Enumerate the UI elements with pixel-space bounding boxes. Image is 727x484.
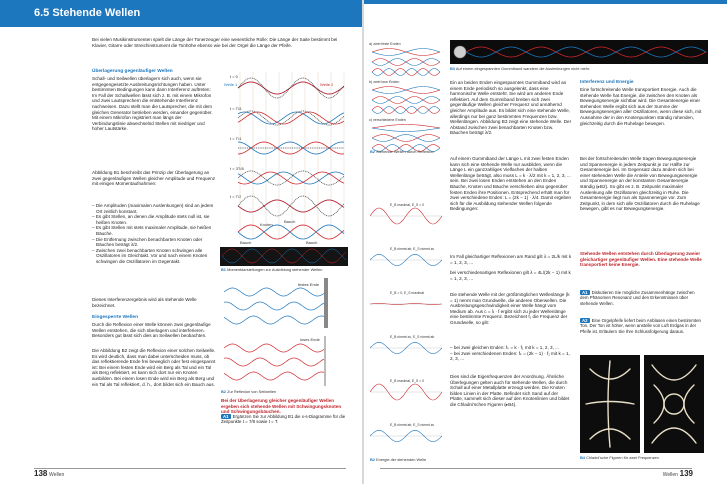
two-fixed-ends-lower: [372, 49, 440, 56]
intro-paragraph: Bei vielen Musikinstrumenten spielt die Länge der Tonerzeuger eine wesentliche Rolle: Die Länge der Saite bestimmt bei Klavier, Gitarre oder Streichinstrument die Tonhöhe ebenso wie bei der Orgel die Länge der Pfeife.: [92, 37, 338, 48]
figure-b2e-caption: [370, 458, 446, 463]
label-welle2: Welle 2: [320, 82, 334, 87]
task-text: Diskutieren Sie mögliche Zusammenhänge zwischen dem Phänomen Resonanz und den Erkenntnissen über stehende Wellen.: [580, 290, 695, 306]
heading-ueberlagerung: Überlagerung gegenläufiger Wellen: [92, 69, 173, 74]
caption-text: Energie der stehenden Welle: [376, 457, 427, 462]
loose-end-rod: [324, 336, 326, 386]
task-badge: A2: [582, 318, 588, 323]
figure-b3-photo: [450, 40, 708, 64]
loose-end-rope: [224, 372, 324, 380]
caption-number: B3: [450, 66, 455, 71]
caption-number: B4: [580, 455, 585, 460]
b1-envelope-lower: [238, 225, 344, 239]
paragraph-gleichartig: Im Fall gleichartiger Reflexionen am Rand gilt λ = 2L/k mit k = 1, 2, 3, ...: [450, 254, 572, 265]
label-bauch-top: Bauch: [284, 219, 296, 224]
two-fixed-ends-lower: [372, 69, 440, 76]
figure-b3-caption: [450, 67, 708, 72]
energy-label-5: E_B maximal, E_S = 0: [390, 379, 425, 383]
paragraph-verschiedenartig: bei verschiedenartigen Reflexionen gilt λ = 4L/(2k − 1) mit k = 1, 2, 3, ...: [450, 270, 571, 281]
key-statement-right: Stehende Wellen entstehen durch Überlagerung zweier gleichartiger gegenläufiger Wellen. Eine stehende Welle transportiert keine Energie.: [580, 251, 702, 268]
figure-b4-chladni: [580, 355, 704, 453]
two-fixed-ends-lower: [372, 59, 440, 66]
fixed-end-rope: [224, 302, 324, 310]
bullet-list: [92, 203, 216, 265]
energy-label-4: E_B nimmt zu, E_S nimmt ab: [390, 335, 435, 339]
caption-number: B2: [370, 457, 375, 462]
mixed-ends-lower: [372, 135, 440, 142]
list-item: – Die Entfernung zwischen benachbarten Knoten oder Bäuchen beträgt λ/2.: [92, 236, 203, 248]
footer-section: Wellen: [49, 472, 65, 478]
label-t1: t = T/8: [230, 106, 242, 111]
task-badge: A1: [223, 414, 229, 419]
label-festes-ende: festes Ende: [298, 282, 320, 287]
paragraph-energie-1: Eine fortschreitende Welle transportiert Energie. Auch die stehende Welle hat Energie, die zwischen den Knoten als Bewegungsenergie sichtbar wird. Die Gesamtenergie einer stehenden Welle ergibt sich aus der Summe der Bewegungsenergien aller Oszillatoren, wenn diese sich, mit Ausnahme der in den Knotenpunkten ständig ruhenden, gleichzeitig durch die Ruhelage bewegen.: [580, 87, 702, 126]
b1-wave-1: [238, 200, 344, 212]
loose-end-rope: [224, 358, 324, 366]
label-loses-ende: loses Ende: [300, 337, 320, 342]
figure-b2r-caption: [370, 150, 446, 155]
caption-number: B2: [221, 389, 226, 394]
list-item: – Zwischen zwei benachbarten Knoten schwingen alle Oszillatoren im Gleichtakt. Vor und nach einem Knoten schwingen die Oszillatoren im Gegentakt.: [92, 247, 208, 264]
chladni-plate-2: [644, 355, 704, 453]
task-text: Ergänzen Sie zur Abbildung B1 die x-s-Diagramme für die Zeitpunkte t = 7/8 sowie t = T.: [221, 414, 346, 425]
paragraph-length-condition: Auf einem Gummiband der Länge L mit zwei festen Enden kann sich eine stehende Welle nur ausbilden, wenn die Länge L ein ganzzahliges Vielfaches der halben Wellenlänge beträgt, also muss L = k · λ/2 mit k = 1, 2, 3, ... sein. Bei zwei losen Enden entstehen an den Enden Bäuche, Knoten und Bäuche verschieben also gegenüber festen Enden ihre Positionen. Entsprechend erhält man für zwei verschiedene Enden: L = (2k − 1) · λ/4. Damit ergeben sich für die Ausbildung stehender Wellen folgende Bedingungen:: [450, 156, 572, 212]
fixed-end-wall: [324, 278, 328, 328]
task-text: Eine Orgelpfeife liefert beim Anblasen einen bestimmten Ton. Der Ton ist höher, wenn anstelle von Luft Erdgas in der Pfeife ist. Erläutern Sie Ihre Schlussfolgerung daraus.: [580, 318, 701, 334]
figure-b4-caption: [580, 456, 704, 461]
caption-number: B1: [221, 267, 226, 272]
label-t3: t = 3T/8: [230, 166, 244, 171]
section-title: 6.5 Stehende Wellen: [34, 7, 141, 19]
caption-text: Chladni'sche Figuren für zwei Frequenzen: [586, 455, 659, 460]
paragraph-rubberband: Ein an beiden Enden eingespanntes Gummiband wird an einem Ende periodisch so ausgelenkt, dass eine harmonische Welle entsteht. Sie wird am anderen Ende reflektiert. Auf dem Gummiband breiten sich zwei gegenläufige Wellen gleicher Frequenz und annähernd gleicher Amplitude aus. Es bildet sich eine stehende Welle, allerdings nur bei ganz bestimmten Frequenzen bzw. Wellenlängen. Abbildung B3 zeigt eine stehende Welle. Der Abstand zwischen zwei benachbarten Knoten bzw. Bäuchen beträgt λ/2.: [450, 80, 572, 136]
b1-resultant: [238, 196, 344, 216]
footer-rule-left: [34, 468, 346, 469]
list-item: – Es gibt Stellen mit stets maximaler Amplitude, sie heißen Bäuche.: [92, 225, 212, 236]
paragraph-grundwelle: Die stehende Welle mit der größtmöglichen Wellenlänge (k = 1) nennt man Grundwelle, die anderen Oberwellen. Die Ausbreitungsgeschwindigkeit einer Welle hängt vom Medium ab. Aus c = λ · f ergibt sich zu jeder Wellenlänge eine bestimmte Frequenz. Bezeichnet f₁ die Frequenz der Grundwelle, so gilt:: [450, 292, 570, 325]
two-loose-ends-lower: [372, 87, 440, 94]
page-number: 138: [34, 469, 48, 478]
two-loose-ends-lower: [372, 107, 440, 114]
b1-resultant: [238, 78, 344, 98]
mixed-ends-upper: [372, 125, 440, 129]
label-t4: t = T/2: [230, 194, 242, 199]
figure-b2-standing-waves: [368, 40, 444, 152]
page-number: 139: [679, 469, 693, 478]
paragraph-eingesperrte: Durch die Reflexion einer Welle können zwei gegenläufige Wellen entstehen, die sich überlagern und interferieren. Besonders gut lässt sich dies an Seilwellen beobachten.: [92, 322, 211, 339]
paragraph-energie-2: Bei der fortschreitenden Welle tragen Bewegungsenergie und Spannenergie in jedem Zeitpunkt je zur Hälfte zur Gesamtenergie bei. Im Gegensatz dazu ändern sich bei einer stehenden Welle die Anteile von Bewegungsenergie und Spannenergie an der konstanten Gesamtenergie ständig (▸B2). So gibt es z. B. Zeitpunkt maximaler Auslenkung alle Oszillatoren gleichzeitig in Ruhe. Die Gesamtenergie liegt nun als Spannenergie vor. Zum Zeitpunkt, in dem sich alle Oszillatoren durch die Ruhelage bewegen, gibt es nur Bewegungsenergie.: [580, 156, 700, 212]
key-statement: Bei der Überlagerung gleicher gegenläufiger Wellen ergeben sich stehende Wellen mit Schwingungsknoten und Schwingungsbäuchen.: [221, 398, 342, 415]
footer-right: [663, 469, 693, 478]
caption-number: B2: [370, 149, 375, 154]
label-knoten: Knoten: [260, 222, 273, 227]
heading-eingesperrte: Eingesperrte Wellen: [92, 315, 139, 320]
fixed-end-rope: [224, 316, 324, 324]
label-two-loose: b) zwei lose Enden: [369, 80, 400, 84]
energy-label-6: E_B nimmt ab, E_S nimmt zu: [390, 423, 435, 427]
energy-label-1: E_B maximal, E_S = 0: [390, 203, 425, 207]
figure-b2-energy: [368, 190, 444, 454]
label-t0: t = 0: [230, 74, 238, 79]
figure-b1-caption: [221, 268, 347, 273]
page-gutter: [362, 0, 364, 484]
caption-text: Momentdarstellungen zur Ausbildung stehender Wellen: [227, 267, 323, 272]
label-welle1: Welle 1: [224, 82, 238, 87]
b1-wave-2: [238, 200, 344, 212]
footer-left: [34, 469, 64, 478]
caption-text: Stehende Wellen durch Reflexion: [376, 149, 434, 154]
heading-energie: Interferenz und Energie: [580, 80, 634, 85]
task-a1: [221, 414, 347, 425]
b1-wave-2: [238, 112, 344, 124]
label-two-fixed: a) zwei feste Enden: [369, 42, 401, 46]
header-bar-right: [364, 0, 727, 4]
caption-text: Auf einem eingespannten Gummiband wandern die Auslenkungen nicht mehr.: [455, 66, 591, 71]
task-a1-right: [580, 290, 704, 306]
fixed-end-rope: [224, 288, 324, 296]
list-item: – Die Amplituden (maximalen Auslenkungen) sind an jedem Ort zeitlich konstant.: [92, 203, 214, 214]
figure-b2-caption: [221, 390, 347, 395]
energy-label-2: E_B nimmt ab, E_S nimmt zu: [390, 247, 435, 251]
paragraph-b1-intro: Abbildung B1 beschreibt das Prinzip der Überlagerung an zwei gegenläufigen Wellen gleicher Amplitude und Frequenz mit einigen Momentaufnahmen:: [92, 170, 216, 187]
list-item: – Es gibt Stellen, an denen die Amplitude stets null ist, sie heißen Knoten.: [92, 214, 210, 225]
paragraph-frequencies: – bei zwei gleichen Enden: fₖ = k · f₁ mit k = 1, 2, 3, ... – bei zwei verschiedenen Enden: fₖ = (2k − 1) · f₁ mit k = 1, 2, 3, ...: [450, 345, 570, 362]
label-bauch-bottom-2: Bauch: [306, 240, 318, 245]
task-a2-right: [580, 318, 704, 334]
label-bauch-bottom: Bauch: [240, 240, 252, 245]
caption-text: Zur Reflexion von Seilwellen: [227, 389, 277, 394]
mixed-ends-lower: [372, 128, 440, 132]
chapter-header-bar: [0, 0, 363, 27]
paragraph-chladni: Dies sind die Eigenfrequenzen der Anordnung. Ähnliche Überlegungen gelten auch für stehende Wellen, die durch Schall auf einer Metallplatte erzeugt werden. Die Knoten bilden Linien in der Platte. Befindet sich Sand auf der Platte, sammelt sich dieser auf den Knotenlinien und bildet die Chladni'schen Figuren (▸B4).: [450, 374, 570, 407]
energy-label-3: E_B = 0, E_S maximal: [390, 291, 425, 295]
paragraph-definition: Dieses Interferenzergebnis wird als stehende Welle bezeichnet.: [92, 297, 197, 308]
two-loose-ends-lower: [372, 97, 440, 104]
footer-rule-right: [380, 468, 692, 469]
label-t2: t = T/4: [230, 136, 242, 141]
b1-envelope-upper: [238, 225, 344, 239]
mixed-ends-upper: [372, 135, 440, 142]
b1-wave-1: [238, 172, 344, 184]
figure-b1-wave-superposition: [220, 68, 348, 266]
task-badge: A1: [582, 290, 588, 295]
label-mixed: c) verschiedene Enden: [369, 118, 406, 122]
loose-end-rope: [224, 344, 324, 352]
footer-section: Wellen: [662, 472, 678, 478]
paragraph-ueberlagerung: Schall- und Seilwellen überlagern sich auch, wenn sie entgegengesetzte Ausbreitungsrichtungen haben. Unter bestimmten Bedingungen kann dann Interferenz auftreten: Im Fall der Schallwellen lässt sich z. B. mit einem Mikrofon und zwei Lautsprechern die entstehende Interferenz nachweisen. Dazu stellt man die Lautsprecher, die mit dem gleichen Generator betrieben werden, einander gegenüber. Mit einem Mikrofon registriert man längs der Verbindungslinie abwechselnd Stellen mit niedriger und hoher Lautstärke.: [92, 76, 213, 132]
paragraph-reflexion: Die Abbildung B2 zeigt die Reflexion einer solchen Seilwelle. Es wird deutlich, dass man dabei unterscheiden muss, ob das reflektierende Ende frei beweglich oder fest eingespannt ist: Bei einem festen Ende wird ein Berg als Tal und ein Tal als Berg reflektiert, es kann sich dort nur ein Knoten ausbilden. Bei einem losen Ende wird ein Berg als Berg und ein Tal als Tal reflektiert, d. h., dort bildet sich ein Bauch aus.: [92, 348, 216, 387]
figure-b2-rope-reflection: [220, 278, 348, 388]
